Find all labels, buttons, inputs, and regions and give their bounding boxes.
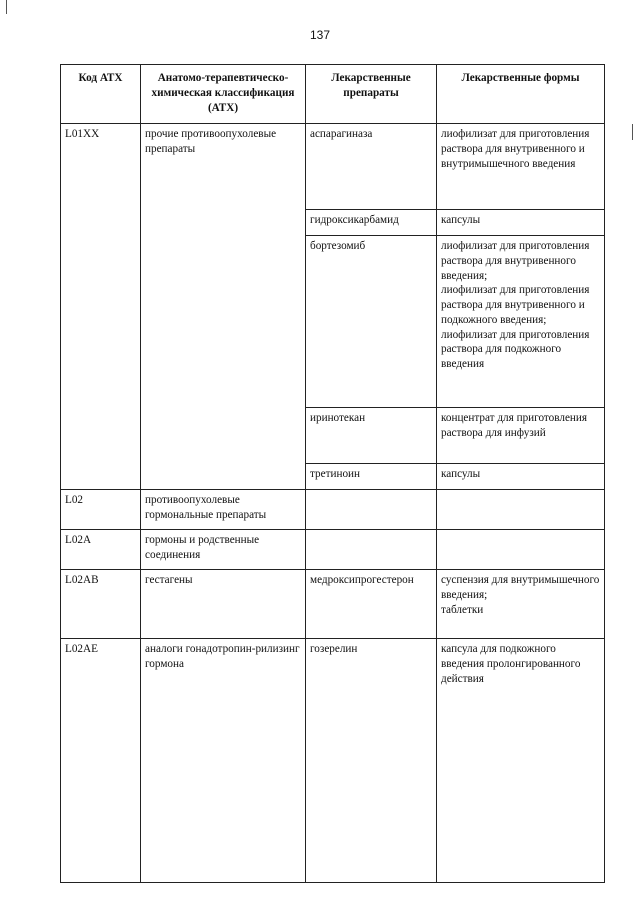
table-row	[61, 639, 605, 883]
atx-code-cell	[61, 236, 141, 408]
classification-cell	[141, 408, 306, 464]
classification-cell: прочие противоопухолевые препараты	[141, 124, 306, 210]
dosage-form-cell: капсула для подкожного введения пролонгированного действия	[437, 639, 605, 883]
dosage-form-cell: лиофилизат для приготовления раствора для внутривенного введения; лиофилизат для приготовления раствора для внутривенного и подкожного введения; лиофилизат для приготовления раствора для подкожного введения	[437, 236, 605, 408]
table-row	[61, 210, 605, 236]
drug-cell: аспарагиназа	[306, 124, 437, 210]
table-row	[61, 464, 605, 490]
classification-cell	[141, 210, 306, 236]
drug-cell: гозерелин	[306, 639, 437, 883]
drug-cell: бортезомиб	[306, 236, 437, 408]
classification-cell: гормоны и родственные соединения	[141, 530, 306, 570]
atx-code-cell	[61, 210, 141, 236]
header-atx-classification: Анатомо-терапевтическо-химическая классификация (АТХ)	[141, 65, 306, 124]
atx-code-cell: L02A	[61, 530, 141, 570]
header-drugs: Лекарственные препараты	[306, 65, 437, 124]
header-dosage-forms: Лекарственные формы	[437, 65, 605, 124]
dosage-form-cell: капсулы	[437, 464, 605, 490]
drug-cell: третиноин	[306, 464, 437, 490]
classification-cell: противоопухолевые гормональные препараты	[141, 490, 306, 530]
drug-cell	[306, 490, 437, 530]
right-margin-mark	[632, 124, 633, 140]
atx-code-cell	[61, 464, 141, 490]
atx-code-cell: L02AE	[61, 639, 141, 883]
dosage-form-cell: капсулы	[437, 210, 605, 236]
dosage-form-cell: лиофилизат для приготовления раствора для внутривенного и внутримышечного введения	[437, 124, 605, 210]
table-row	[61, 490, 605, 530]
classification-cell: гестагены	[141, 570, 306, 639]
table-row	[61, 408, 605, 464]
table-row	[61, 570, 605, 639]
dosage-form-cell	[437, 530, 605, 570]
drug-cell: медроксипрогестерон	[306, 570, 437, 639]
left-margin-mark	[6, 0, 7, 14]
atx-code-cell: L02AB	[61, 570, 141, 639]
classification-cell	[141, 464, 306, 490]
dosage-form-cell	[437, 490, 605, 530]
classification-cell: аналоги гонадотропин-рилизинг гормона	[141, 639, 306, 883]
drug-cell: иринотекан	[306, 408, 437, 464]
table-row	[61, 236, 605, 408]
atx-code-cell	[61, 408, 141, 464]
dosage-form-cell: суспензия для внутримышечного введения; таблетки	[437, 570, 605, 639]
drug-cell: гидроксикарбамид	[306, 210, 437, 236]
table-row	[61, 124, 605, 210]
atx-drug-table	[60, 64, 605, 883]
atx-code-cell: L02	[61, 490, 141, 530]
table-row	[61, 530, 605, 570]
page-number: 137	[309, 28, 331, 42]
dosage-form-cell: концентрат для приготовления раствора для инфузий	[437, 408, 605, 464]
header-atx-code: Код АТХ	[61, 65, 141, 124]
atx-code-cell: L01XX	[61, 124, 141, 210]
classification-cell	[141, 236, 306, 408]
table-header-row	[61, 65, 605, 124]
drug-cell	[306, 530, 437, 570]
